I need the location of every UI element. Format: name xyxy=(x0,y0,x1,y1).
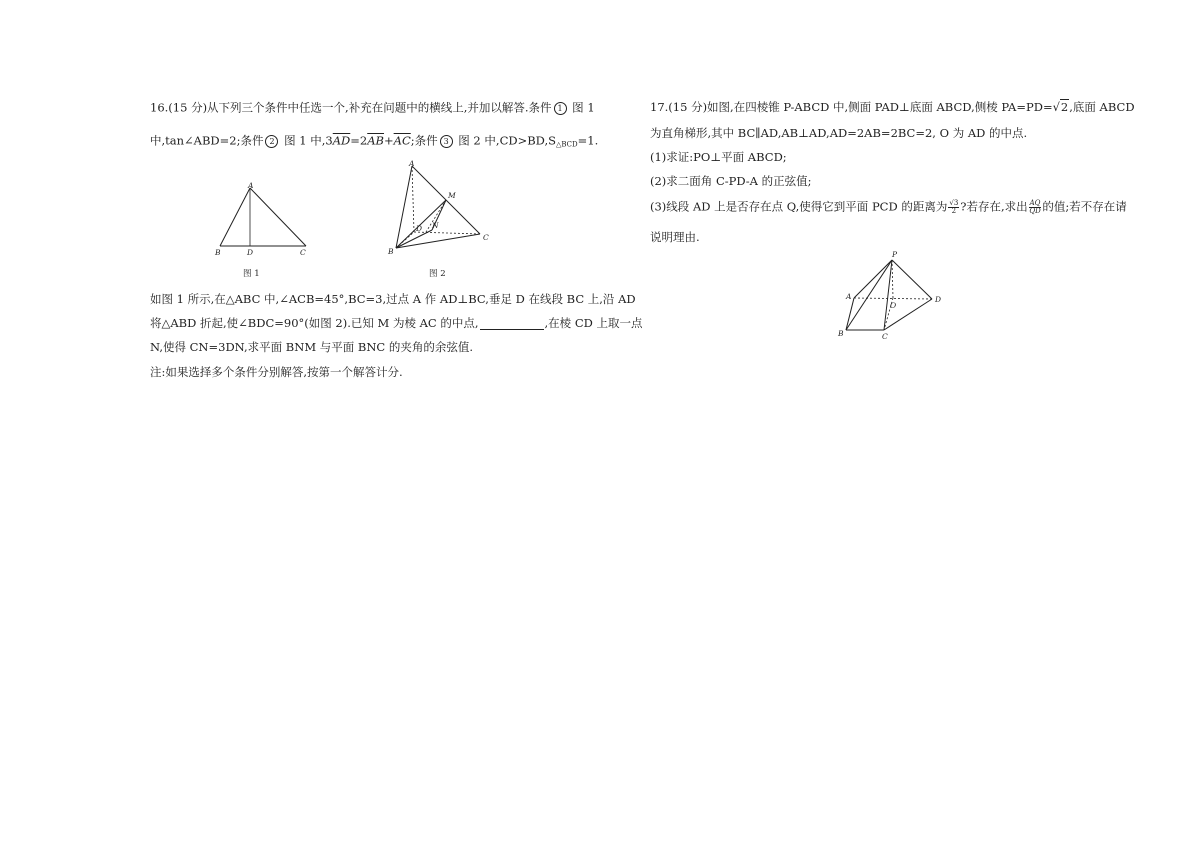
fig1-edge-ac xyxy=(250,188,306,246)
q16-line-3: 如图 1 所示,在△ABC 中,∠ACB=45°,BC=3,过点 A 作 AD⊥BC,垂足 D 在线段 BC 上,沿 AD xyxy=(150,292,636,306)
condition-3-marker: 3 xyxy=(440,135,453,148)
pyr-label-a: A xyxy=(846,292,852,301)
q16-condition-3-text: 图 2 中,CD>BD,S xyxy=(454,133,557,148)
q17-part3-text: (3)线段 AD 上是否存在点 Q,使得它到平面 PCD 的距离为 xyxy=(650,199,948,214)
figure-1-triangle xyxy=(210,182,310,258)
vector-ac: $\overline{AC}$ xyxy=(393,133,411,148)
frac1-denominator: 2 xyxy=(951,207,957,215)
pyr-edge-pa xyxy=(854,260,892,298)
figure-1-caption: 图 1 xyxy=(243,269,260,279)
q17-part-3-cont: 说明理由. xyxy=(650,230,700,244)
figure-2-caption: 图 2 xyxy=(429,269,446,279)
condition-1-marker: 1 xyxy=(554,102,567,115)
q16-line-1 xyxy=(150,102,595,115)
pyramid-figure xyxy=(834,244,946,342)
fig2-label-n: N xyxy=(432,221,439,230)
eq-text: =2 xyxy=(350,133,368,148)
q17-part3-tail: 的值;若不存在请 xyxy=(1042,199,1127,214)
figure-2-tetrahedron xyxy=(384,160,496,258)
frac2-numerator: AQ xyxy=(1029,199,1041,207)
q16-condition-2-text: 图 1 中,3 xyxy=(280,133,333,148)
q17-part-1: (1)求证:PO⊥平面 ABCD; xyxy=(650,150,787,164)
pyr-edge-pd xyxy=(892,260,932,299)
q16-condition-text: ;条件 xyxy=(410,133,438,148)
subscript-bcd: △BCD xyxy=(556,140,578,149)
fig1-label-d: D xyxy=(247,248,254,257)
pyr-label-o: O xyxy=(890,301,897,310)
pyr-label-p: P xyxy=(892,250,898,259)
q17-line-1: 17.(15 分)如图,在四棱锥 P-ABCD 中,侧面 PAD⊥底面 ABCD,侧棱 PA=PD=√2,底面 ABCD xyxy=(650,100,1135,114)
q16-line4-text: 将△ABD 折起,使∠BDC=90°(如图 2).已知 M 为棱 AC 的中点, xyxy=(150,316,479,330)
q16-line4-tail: ,在棱 CD 上取一点 xyxy=(544,316,643,330)
q17-intro-text: 17.(15 分)如图,在四棱锥 P-ABCD 中,侧面 PAD⊥底面 ABCD,侧棱 PA=PD= xyxy=(650,100,1053,114)
q16-line2-end: =1. xyxy=(577,133,599,148)
pyr-label-b: B xyxy=(838,329,844,338)
q17-part-2: (2)求二面角 C-PD-A 的正弦值; xyxy=(650,174,812,188)
fig2-edge-ad xyxy=(412,166,414,232)
fig1-edge-ab xyxy=(220,188,250,246)
fraction-aq-over-qd xyxy=(1029,200,1042,215)
vector-ab: $\overline{AB}$ xyxy=(367,133,384,148)
vector-ad: $\overline{AD}$ xyxy=(332,133,351,148)
q17-part-3 xyxy=(650,200,1127,215)
q17-part3-mid: ?若存在,求出 xyxy=(960,199,1028,214)
fig2-label-m: M xyxy=(448,191,456,200)
sqrt-2-value: 2 xyxy=(1060,100,1069,114)
fig2-label-c: C xyxy=(483,233,489,242)
answer-blank[interactable] xyxy=(480,320,544,330)
q16-line1-tail: 图 1 xyxy=(568,100,595,115)
fig1-label-c: C xyxy=(300,248,306,257)
pyr-edge-ab xyxy=(846,298,854,330)
fig2-label-d: D xyxy=(416,224,423,233)
frac1-numerator: √3 xyxy=(949,199,959,207)
plus-text: + xyxy=(384,133,394,148)
q16-note: 注:如果选择多个条件分别解答,按第一个解答计分. xyxy=(150,365,403,379)
condition-2-marker: 2 xyxy=(265,135,278,148)
fig2-label-b: B xyxy=(388,247,394,256)
pyr-segment-po xyxy=(892,260,893,298)
q16-line-5: N,使得 CN=3DN,求平面 BNM 与平面 BNC 的夹角的余弦值. xyxy=(150,340,474,354)
fig2-edge-ab xyxy=(396,166,412,248)
q16-intro-text: 16.(15 分)从下列三个条件中任选一个,补充在问题中的横线上,并加以解答.条件 xyxy=(150,100,552,115)
pyr-label-c: C xyxy=(882,332,888,341)
fig2-label-a: A xyxy=(409,160,415,168)
fig1-label-b: B xyxy=(215,248,221,257)
q16-condition-1-text: 中,tan∠ABD=2;条件 xyxy=(150,133,264,148)
frac2-denominator: QD xyxy=(1029,207,1041,215)
q17-line-2: 为直角梯形,其中 BC∥AD,AB⊥AD,AD=2AB=2BC=2, O 为 AD 的中点. xyxy=(650,126,1028,140)
pyr-label-d: D xyxy=(935,295,942,304)
q16-line-4 xyxy=(150,318,643,330)
q16-line-2 xyxy=(150,135,598,149)
fraction-sqrt3-over-2 xyxy=(948,200,959,215)
q17-line1-tail: ,底面 ABCD xyxy=(1069,100,1135,114)
fig1-label-a: A xyxy=(248,182,254,190)
